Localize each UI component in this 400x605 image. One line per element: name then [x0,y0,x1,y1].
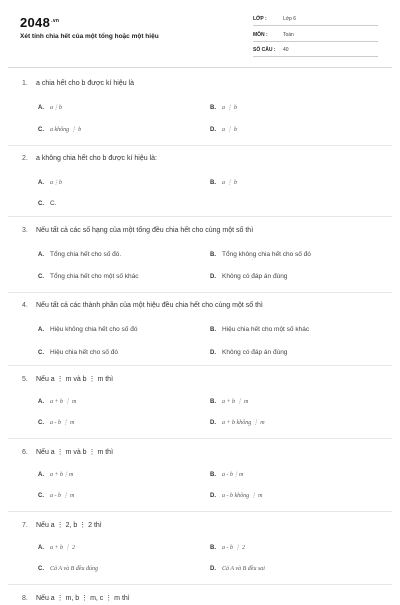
option-text: a - b ⋮ 2 [222,545,245,551]
meta-subject-row [253,30,378,42]
option-text: Không có đáp án đúng [222,273,288,280]
option-c[interactable] [38,126,81,133]
option-d[interactable] [210,126,237,133]
option-letter: A. [38,252,44,258]
question-3 [0,217,400,292]
question-text: Nếu a ⋮ m và b ⋮ m thì [36,376,114,383]
option-text: Hiệu chia hết cho số đó [50,349,118,356]
option-text: Hiệu chia hết cho một số khác [222,326,310,333]
option-text: a ⋮ b [222,180,237,186]
option-letter: A. [38,105,44,111]
option-letter: C. [38,350,44,356]
option-text: a + b⋮m [50,472,74,478]
option-letter: C. [38,274,44,280]
question-2 [0,146,400,216]
question-text: Nếu tất cả các số hạng của một tổng đều chia hết cho cùng một số thì [36,227,254,234]
site-logo[interactable] [20,15,59,30]
meta-value: Toán [283,32,294,38]
option-c[interactable] [38,273,139,280]
question-number: 3. [22,227,28,234]
option-d[interactable] [210,565,265,572]
meta-value: Lớp 6 [283,16,297,22]
option-d[interactable] [210,419,265,426]
question-6 [0,439,400,511]
option-text: a ⋮ b [222,127,237,133]
option-b[interactable] [210,326,309,333]
option-c[interactable] [38,200,57,207]
option-letter: D. [210,420,216,426]
option-b[interactable] [210,544,245,551]
option-a[interactable] [38,104,62,111]
question-number: 6. [22,449,28,456]
question-number: 4. [22,302,28,309]
option-letter: C. [38,420,44,426]
option-text: a + b ⋮ m [222,399,249,405]
option-text: a không ⋮ b [50,127,82,133]
question-text: Nếu tất cả các thành phần của một hiệu đều chia hết cho cùng một số thì [36,302,263,309]
option-c[interactable] [38,492,74,499]
question-text: Nếu a ⋮ m, b ⋮ m, c ⋮ m thì [36,595,130,602]
option-a[interactable] [38,179,62,186]
option-c[interactable] [38,349,118,356]
question-number: 5. [22,376,28,383]
option-text: a - b ⋮ m [50,493,75,499]
option-text: a + b ⋮ 2 [50,545,76,551]
option-letter: B. [210,399,216,405]
option-letter: A. [38,545,44,551]
question-stem [22,227,253,234]
option-d[interactable] [210,273,287,280]
option-a[interactable] [38,398,76,405]
meta-label: SỐ CÂU : [253,47,276,53]
option-text: Tổng không chia hết cho số đó [222,251,311,258]
option-a[interactable] [38,251,121,258]
meta-label: LỚP : [253,16,267,22]
option-text: Tổng chia hết cho số đó. [50,251,122,258]
option-text: Không có đáp án đúng [222,349,288,356]
question-stem [22,448,113,456]
logo-text: 2048 [20,15,51,30]
question-stem [22,594,130,602]
option-letter: A. [38,472,44,478]
option-letter: B. [210,472,216,478]
option-letter: A. [38,399,44,405]
option-letter: B. [210,545,216,551]
question-stem [22,80,134,87]
question-text: a chia hết cho b được kí hiệu là [36,80,134,87]
option-d[interactable] [210,349,287,356]
option-text: a + b ⋮ m [50,399,77,405]
option-letter: D. [210,566,216,572]
question-1 [0,70,400,145]
option-letter: C. [38,493,44,499]
option-b[interactable] [210,104,237,111]
option-letter: A. [38,327,44,333]
option-letter: D. [210,493,216,499]
option-d[interactable] [210,492,263,499]
option-letter: C. [38,201,44,207]
option-a[interactable] [38,471,73,478]
option-text: a - b⋮m [222,472,244,478]
option-letter: C. [38,566,44,572]
option-text: Hiệu không chia hết cho số đó [50,326,138,333]
option-text: a⋮b [50,105,62,111]
option-c[interactable] [38,565,98,572]
question-number: 1. [22,80,28,87]
question-4 [0,293,400,365]
meta-count-row [253,45,378,57]
option-letter: B. [210,252,216,258]
option-b[interactable] [210,398,248,405]
question-number: 8. [22,595,28,602]
option-text: a - b ⋮ m [50,420,75,426]
option-letter: D. [210,274,216,280]
option-letter: D. [210,350,216,356]
option-c[interactable] [38,419,74,426]
option-text: Cả A và B đều đúng [50,566,98,572]
option-letter: A. [38,180,44,186]
question-stem [22,155,157,162]
option-text: a ⋮ b [222,105,237,111]
option-text: Tổng chia hết cho một số khác [50,273,139,280]
meta-value: 40 [283,47,289,53]
question-8 [0,585,400,605]
question-stem [22,375,113,383]
option-b[interactable] [210,251,311,258]
option-b[interactable] [210,471,243,478]
option-text: C. [50,200,57,207]
question-5 [0,366,400,438]
option-text: a⋮b [50,180,62,186]
question-text: a không chia hết cho b được kí hiệu là: [36,155,157,162]
question-stem [22,521,102,529]
logo-domain: .vn [51,17,60,24]
option-text: a + b không ⋮ m [222,420,265,426]
question-number: 2. [22,155,28,162]
option-letter: B. [210,327,216,333]
option-letter: B. [210,105,216,111]
option-b[interactable] [210,179,237,186]
meta-class-row [253,14,378,26]
question-text: Nếu a ⋮ 2, b ⋮ 2 thì [36,522,102,529]
question-list [0,70,400,605]
option-letter: B. [210,180,216,186]
option-a[interactable] [38,326,137,333]
header-divider [8,67,392,68]
question-number: 7. [22,522,28,529]
document-header [0,0,400,62]
document-title: Xét tính chia hết của một tổng hoặc một hiệu [20,33,159,40]
option-text: a - b không ⋮ m [222,493,263,499]
option-letter: D. [210,127,216,133]
question-7 [0,512,400,584]
meta-label: MÔN : [253,32,268,38]
option-a[interactable] [38,544,75,551]
question-stem [22,302,263,309]
option-letter: C. [38,127,44,133]
question-text: Nếu a ⋮ m và b ⋮ m thì [36,449,114,456]
option-text: Cả A và B đều sai [222,566,265,572]
